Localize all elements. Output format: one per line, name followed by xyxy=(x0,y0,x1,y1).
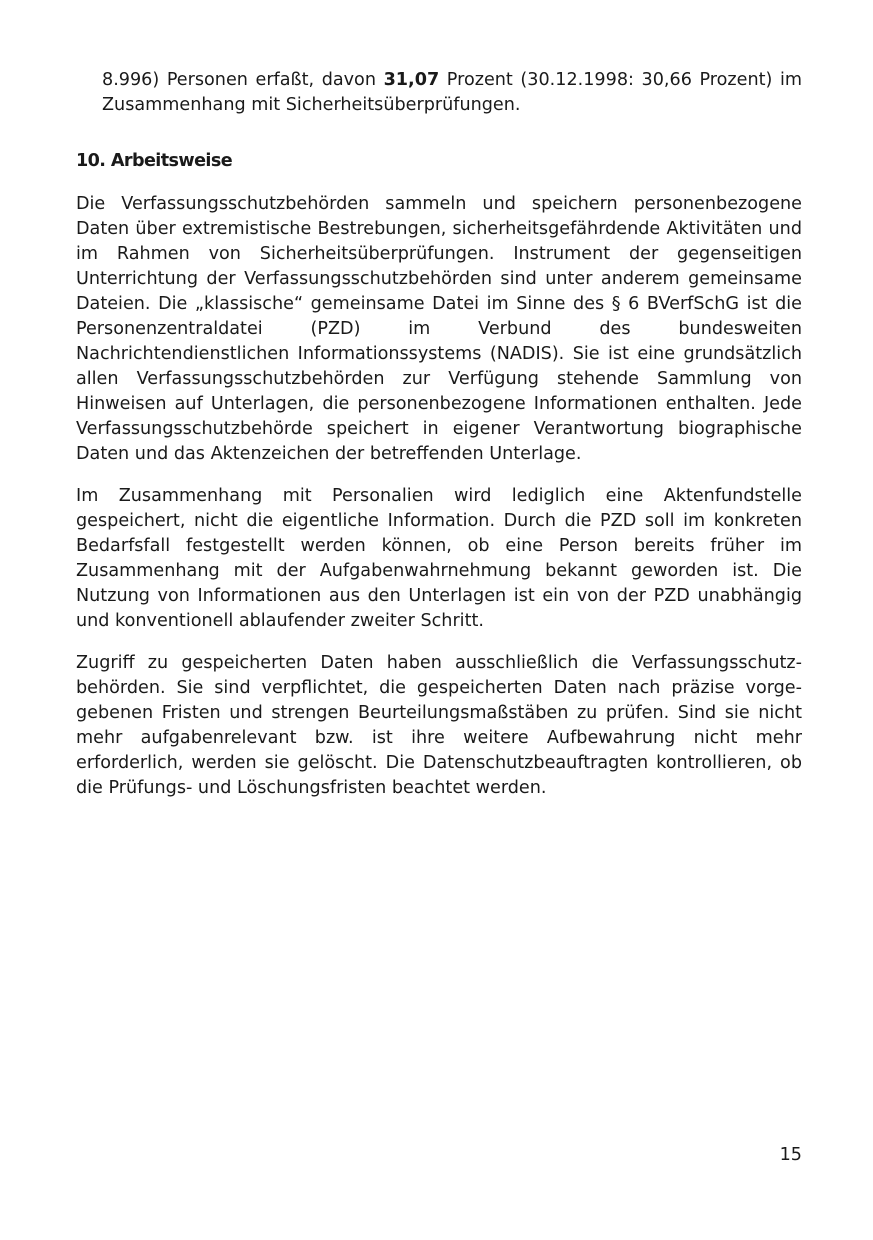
body-paragraph-3: Zugriff zu gespeicherten Daten haben ausschließlich die Verfassungsschutzbehörden. Sie sind verpflichtet, die gespeicherten Daten nach präzise vorgegebenen Fristen und strengen Beurteilungsmaßstäben zu prüfen. Sind sie nicht mehr aufgabenrelevant bzw. ist ihre weitere Aufbewahrung nicht mehr erforderlich, werden sie gelöscht. Die Datenschutzbeauftragten kontrollieren, ob die Prüfungs- und Löschungsfristen beachtet werden. xyxy=(76,653,802,798)
page-number: 15 xyxy=(779,1145,802,1165)
page-content xyxy=(76,68,802,801)
intro-text-after: Prozent (30.12.1998: 30,66 Prozent) im Zusammenhang mit Sicherheitsüberprüfungen. xyxy=(102,70,802,115)
body-paragraph-2: Im Zusammenhang mit Personalien wird lediglich eine Aktenfundstelle gespeichert, nicht die eigentliche Information. Durch die PZD soll im konkreten Bedarfsfall festgestellt werden können, ob eine Person bereits früher im Zusammenhang mit der Aufgabenwahrnehmung bekannt geworden ist. Die Nutzung von Informationen aus den Unterlagen ist ein von der PZD unabhängig und konventionell ablaufender zweiter Schritt. xyxy=(76,486,802,631)
intro-paragraph xyxy=(102,68,802,118)
intro-text-before: 8.996) Personen erfaßt, davon xyxy=(102,70,384,90)
body-paragraph-1: Die Verfassungsschutzbehörden sammeln und speichern personenbezogene Daten über extremistische Bestrebungen, sicherheitsgefährdende Aktivitäten und im Rahmen von Sicherheitsüberprüfungen. Instrument der gegenseitigen Unterrichtung der Verfassungsschutzbehörden sind unter anderem gemeinsame Dateien. Die „klassische“ gemeinsame Datei im Sinne des § 6 BVerfSchG ist die Personenzentraldatei (PZD) im Verbund des bundesweiten Nachrichtendienstlichen Informationssystems (NADIS). Sie ist eine grundsätzlich allen Verfassungsschutzbehörden zur Verfügung stehende Sammlung von Hinweisen auf Unterlagen, die personenbezogene Informationen enthalten. Jede Verfassungsschutzbehörde speichert in eigener Verantwortung biographische Daten und das Aktenzeichen der betreffenden Unterlage. xyxy=(76,194,802,464)
section-heading: 10. Arbeitsweise xyxy=(76,151,233,171)
intro-bold-value: 31,07 xyxy=(383,70,440,90)
